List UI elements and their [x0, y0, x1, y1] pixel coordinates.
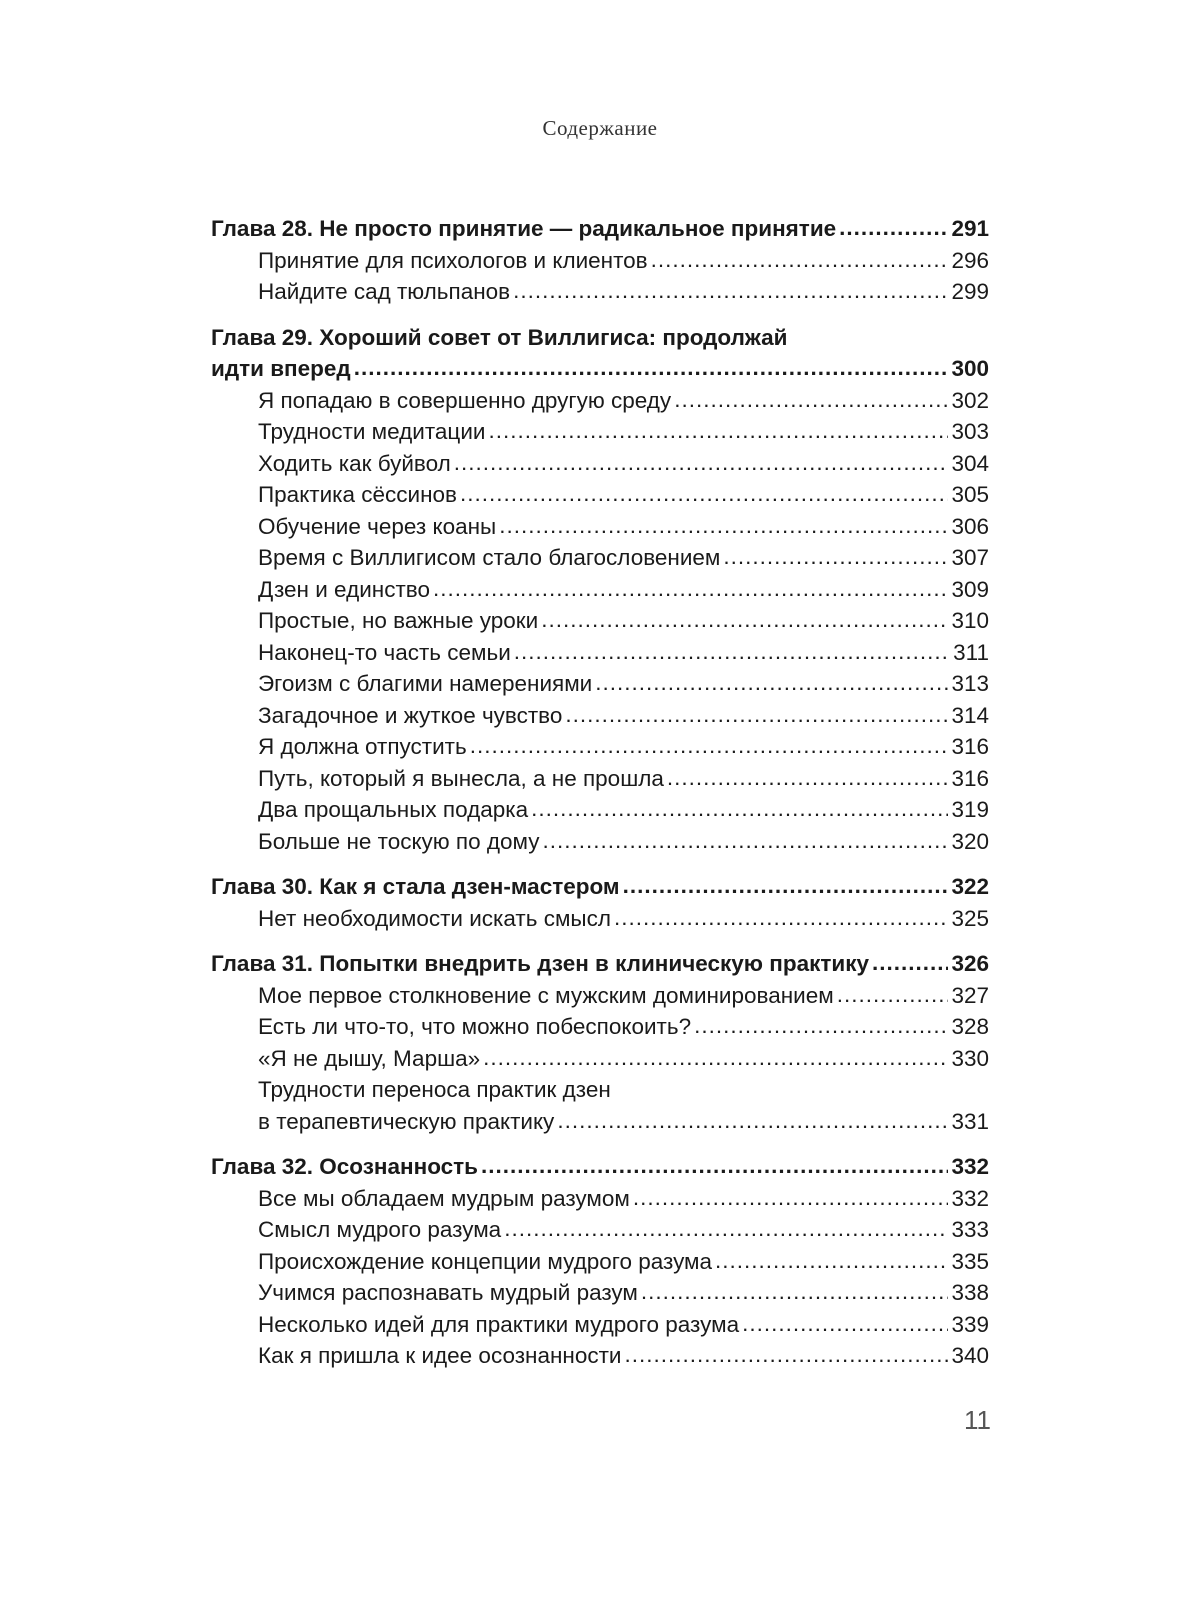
section-entry-page: 335	[951, 1248, 989, 1274]
section-entry-page: 310	[951, 608, 989, 633]
leader-dots	[565, 699, 948, 731]
leader-dots	[839, 212, 948, 244]
leader-dots	[557, 1105, 948, 1137]
section-entry-title: Время с Виллигисом стало благословением	[258, 545, 721, 570]
section-entry[interactable]	[211, 794, 989, 826]
section-entry[interactable]	[211, 731, 989, 763]
chapter-entry-title: Глава 30. Как я стала дзен-мастером	[211, 874, 620, 899]
section-entry-page: 327	[951, 982, 989, 1008]
section-entry[interactable]	[211, 1183, 989, 1215]
section-entry-page: 314	[951, 702, 989, 728]
section-entry-title: Больше не тоскую по дому	[258, 828, 540, 854]
chapter-entry[interactable]	[211, 871, 989, 903]
leader-dots	[513, 275, 948, 307]
chapter-entry[interactable]	[211, 948, 989, 980]
section-entry[interactable]	[211, 511, 989, 543]
section-entry[interactable]	[211, 1106, 989, 1138]
section-entry[interactable]	[211, 826, 989, 858]
section-entry[interactable]	[211, 903, 989, 935]
section-entry-page: 309	[951, 576, 989, 602]
section-entry-page: 296	[951, 247, 989, 273]
section-entry-title: Ходить как буйвол	[258, 450, 451, 476]
leader-dots	[514, 636, 950, 668]
leader-dots	[667, 762, 949, 794]
chapter-entry-title: Глава 31. Попытки внедрить дзен в клиническую практику	[211, 951, 869, 976]
leader-dots	[433, 573, 948, 605]
section-entry[interactable]	[211, 763, 989, 795]
leader-dots	[624, 1339, 948, 1371]
section-entry-title: Все мы обладаем мудрым разумом	[258, 1185, 630, 1211]
leader-dots	[614, 902, 948, 934]
section-entry-title: Нет необходимости искать смысл	[258, 905, 611, 931]
chapter-entry[interactable]	[211, 1151, 989, 1183]
section-entry-page: 338	[951, 1280, 989, 1305]
leader-dots	[481, 1150, 948, 1182]
chapter-entry-title: Глава 32. Осознанность	[211, 1154, 479, 1179]
leader-dots	[595, 667, 948, 699]
section-entry-page: 339	[951, 1311, 989, 1337]
section-entry[interactable]	[211, 1309, 989, 1341]
section-entry[interactable]	[211, 980, 989, 1012]
section-entry-title: Эгоизм с благими намерениями	[258, 671, 593, 696]
section-entry-page: 304	[951, 450, 989, 476]
chapter-entry-title: Глава 28. Не просто принятие — радикальное принятие	[211, 216, 837, 241]
section-entry-title: Два прощальных подарка	[258, 797, 529, 822]
section-entry-title: Происхождение концепции мудрого разума	[258, 1248, 713, 1274]
section-entry-title: Трудности медитации	[258, 419, 486, 444]
running-head: Содержание	[542, 116, 658, 140]
chapter-entry-page: 322	[951, 874, 989, 899]
section-entry-page: 306	[951, 513, 989, 539]
table-of-contents	[211, 213, 989, 1386]
leader-dots	[454, 447, 949, 479]
section-entry-title: Дзен и единство	[258, 576, 430, 602]
section-entry[interactable]	[211, 542, 989, 574]
section-entry-page: 330	[951, 1045, 989, 1071]
section-entry-page: 328	[951, 1014, 989, 1039]
section-entry-title: Принятие для психологов и клиентов	[258, 247, 648, 273]
section-entry[interactable]	[211, 1043, 989, 1075]
leader-dots	[674, 384, 948, 416]
leader-dots	[623, 870, 949, 902]
section-entry[interactable]	[211, 700, 989, 732]
section-entry[interactable]	[211, 668, 989, 700]
section-entry-title: Мое первое столкновение с мужским доминированием	[258, 982, 834, 1008]
section-entry-page: 307	[951, 545, 989, 570]
chapter-entry-title: идти вперед	[211, 356, 351, 381]
section-entry[interactable]	[211, 276, 989, 308]
leader-dots	[651, 244, 949, 276]
chapter-entry-page: 291	[951, 216, 989, 241]
chapter-entry-page: 332	[951, 1154, 989, 1179]
leader-dots	[633, 1182, 949, 1214]
section-entry-title: Учимся распознавать мудрый разум	[258, 1280, 638, 1305]
chapter-entry-page: 300	[951, 356, 989, 381]
section-entry[interactable]	[211, 479, 989, 511]
section-entry-title: «Я не дышу, Марша»	[258, 1045, 481, 1071]
section-entry-page: 303	[951, 419, 989, 444]
section-entry[interactable]	[211, 637, 989, 669]
section-entry[interactable]	[211, 1246, 989, 1278]
leader-dots	[723, 541, 948, 573]
section-entry[interactable]	[211, 1340, 989, 1372]
chapter-title-line: Глава 29. Хороший совет от Виллигиса: продолжай	[211, 324, 788, 350]
toc-chapter	[211, 1151, 989, 1372]
chapter-entry[interactable]	[211, 213, 989, 245]
chapter-entry[interactable]	[211, 353, 989, 385]
section-entry-title: Как я пришла к идее осознанности	[258, 1343, 622, 1368]
section-entry[interactable]	[211, 1214, 989, 1246]
section-entry[interactable]	[211, 385, 989, 417]
section-entry-page: 311	[953, 639, 989, 665]
section-entry-title: Практика сёссинов	[258, 482, 457, 507]
section-title-line: Трудности переноса практик дзен	[258, 1077, 611, 1102]
section-entry-page: 332	[951, 1185, 989, 1211]
leader-dots	[641, 1276, 949, 1308]
leader-dots	[543, 825, 949, 857]
section-entry-page: 305	[951, 482, 989, 507]
section-entry-title: Найдите сад тюльпанов	[258, 279, 511, 304]
section-entry-title: Обучение через коаны	[258, 513, 497, 539]
section-entry-page: 340	[951, 1343, 989, 1368]
section-entry-page: 331	[951, 1108, 989, 1134]
leader-dots	[837, 979, 949, 1011]
section-entry-page: 299	[951, 279, 989, 304]
section-entry[interactable]	[211, 448, 989, 480]
toc-chapter	[211, 213, 989, 308]
toc-chapter	[211, 871, 989, 934]
leader-dots	[531, 793, 948, 825]
section-entry-page: 325	[951, 905, 989, 931]
section-entry-title: Несколько идей для практики мудрого разума	[258, 1311, 740, 1337]
section-entry-page: 316	[951, 765, 989, 791]
section-entry-title: в терапевтическую практику	[258, 1108, 555, 1134]
leader-dots	[872, 947, 948, 979]
leader-dots	[541, 604, 948, 636]
leader-dots	[742, 1308, 948, 1340]
section-entry-title: Смысл мудрого разума	[258, 1217, 502, 1242]
section-entry-title: Простые, но важные уроки	[258, 608, 539, 633]
section-entry-page: 316	[951, 734, 989, 759]
section-entry[interactable]	[211, 416, 989, 448]
section-entry[interactable]	[211, 605, 989, 637]
section-entry-page: 319	[951, 797, 989, 822]
leader-dots	[694, 1010, 948, 1042]
section-entry-title: Я должна отпустить	[258, 734, 467, 759]
leader-dots	[499, 510, 948, 542]
section-entry-page: 320	[951, 828, 989, 854]
section-entry-page: 313	[951, 671, 989, 696]
leader-dots	[354, 352, 949, 384]
leader-dots	[504, 1213, 948, 1245]
leader-dots	[488, 415, 948, 447]
leader-dots	[483, 1042, 948, 1074]
page-number: 11	[964, 1405, 991, 1435]
section-entry-title: Загадочное и жуткое чувство	[258, 702, 563, 728]
section-entry-title: Есть ли что-то, что можно побеспокоить?	[258, 1014, 692, 1039]
toc-chapter	[211, 322, 989, 858]
section-entry-page: 302	[951, 387, 989, 413]
section-entry[interactable]	[211, 574, 989, 606]
toc-chapter	[211, 948, 989, 1137]
chapter-entry-page: 326	[951, 951, 989, 976]
section-entry[interactable]	[211, 1277, 989, 1309]
section-entry[interactable]	[211, 245, 989, 277]
section-entry-title: Я попадаю в совершенно другую среду	[258, 387, 672, 413]
section-entry-page: 333	[951, 1217, 989, 1242]
leader-dots	[715, 1245, 948, 1277]
section-entry[interactable]	[211, 1011, 989, 1043]
section-entry-title: Наконец-то часть семьи	[258, 639, 511, 665]
leader-dots	[460, 478, 948, 510]
section-entry-title: Путь, который я вынесла, а не прошла	[258, 765, 664, 791]
leader-dots	[470, 730, 949, 762]
